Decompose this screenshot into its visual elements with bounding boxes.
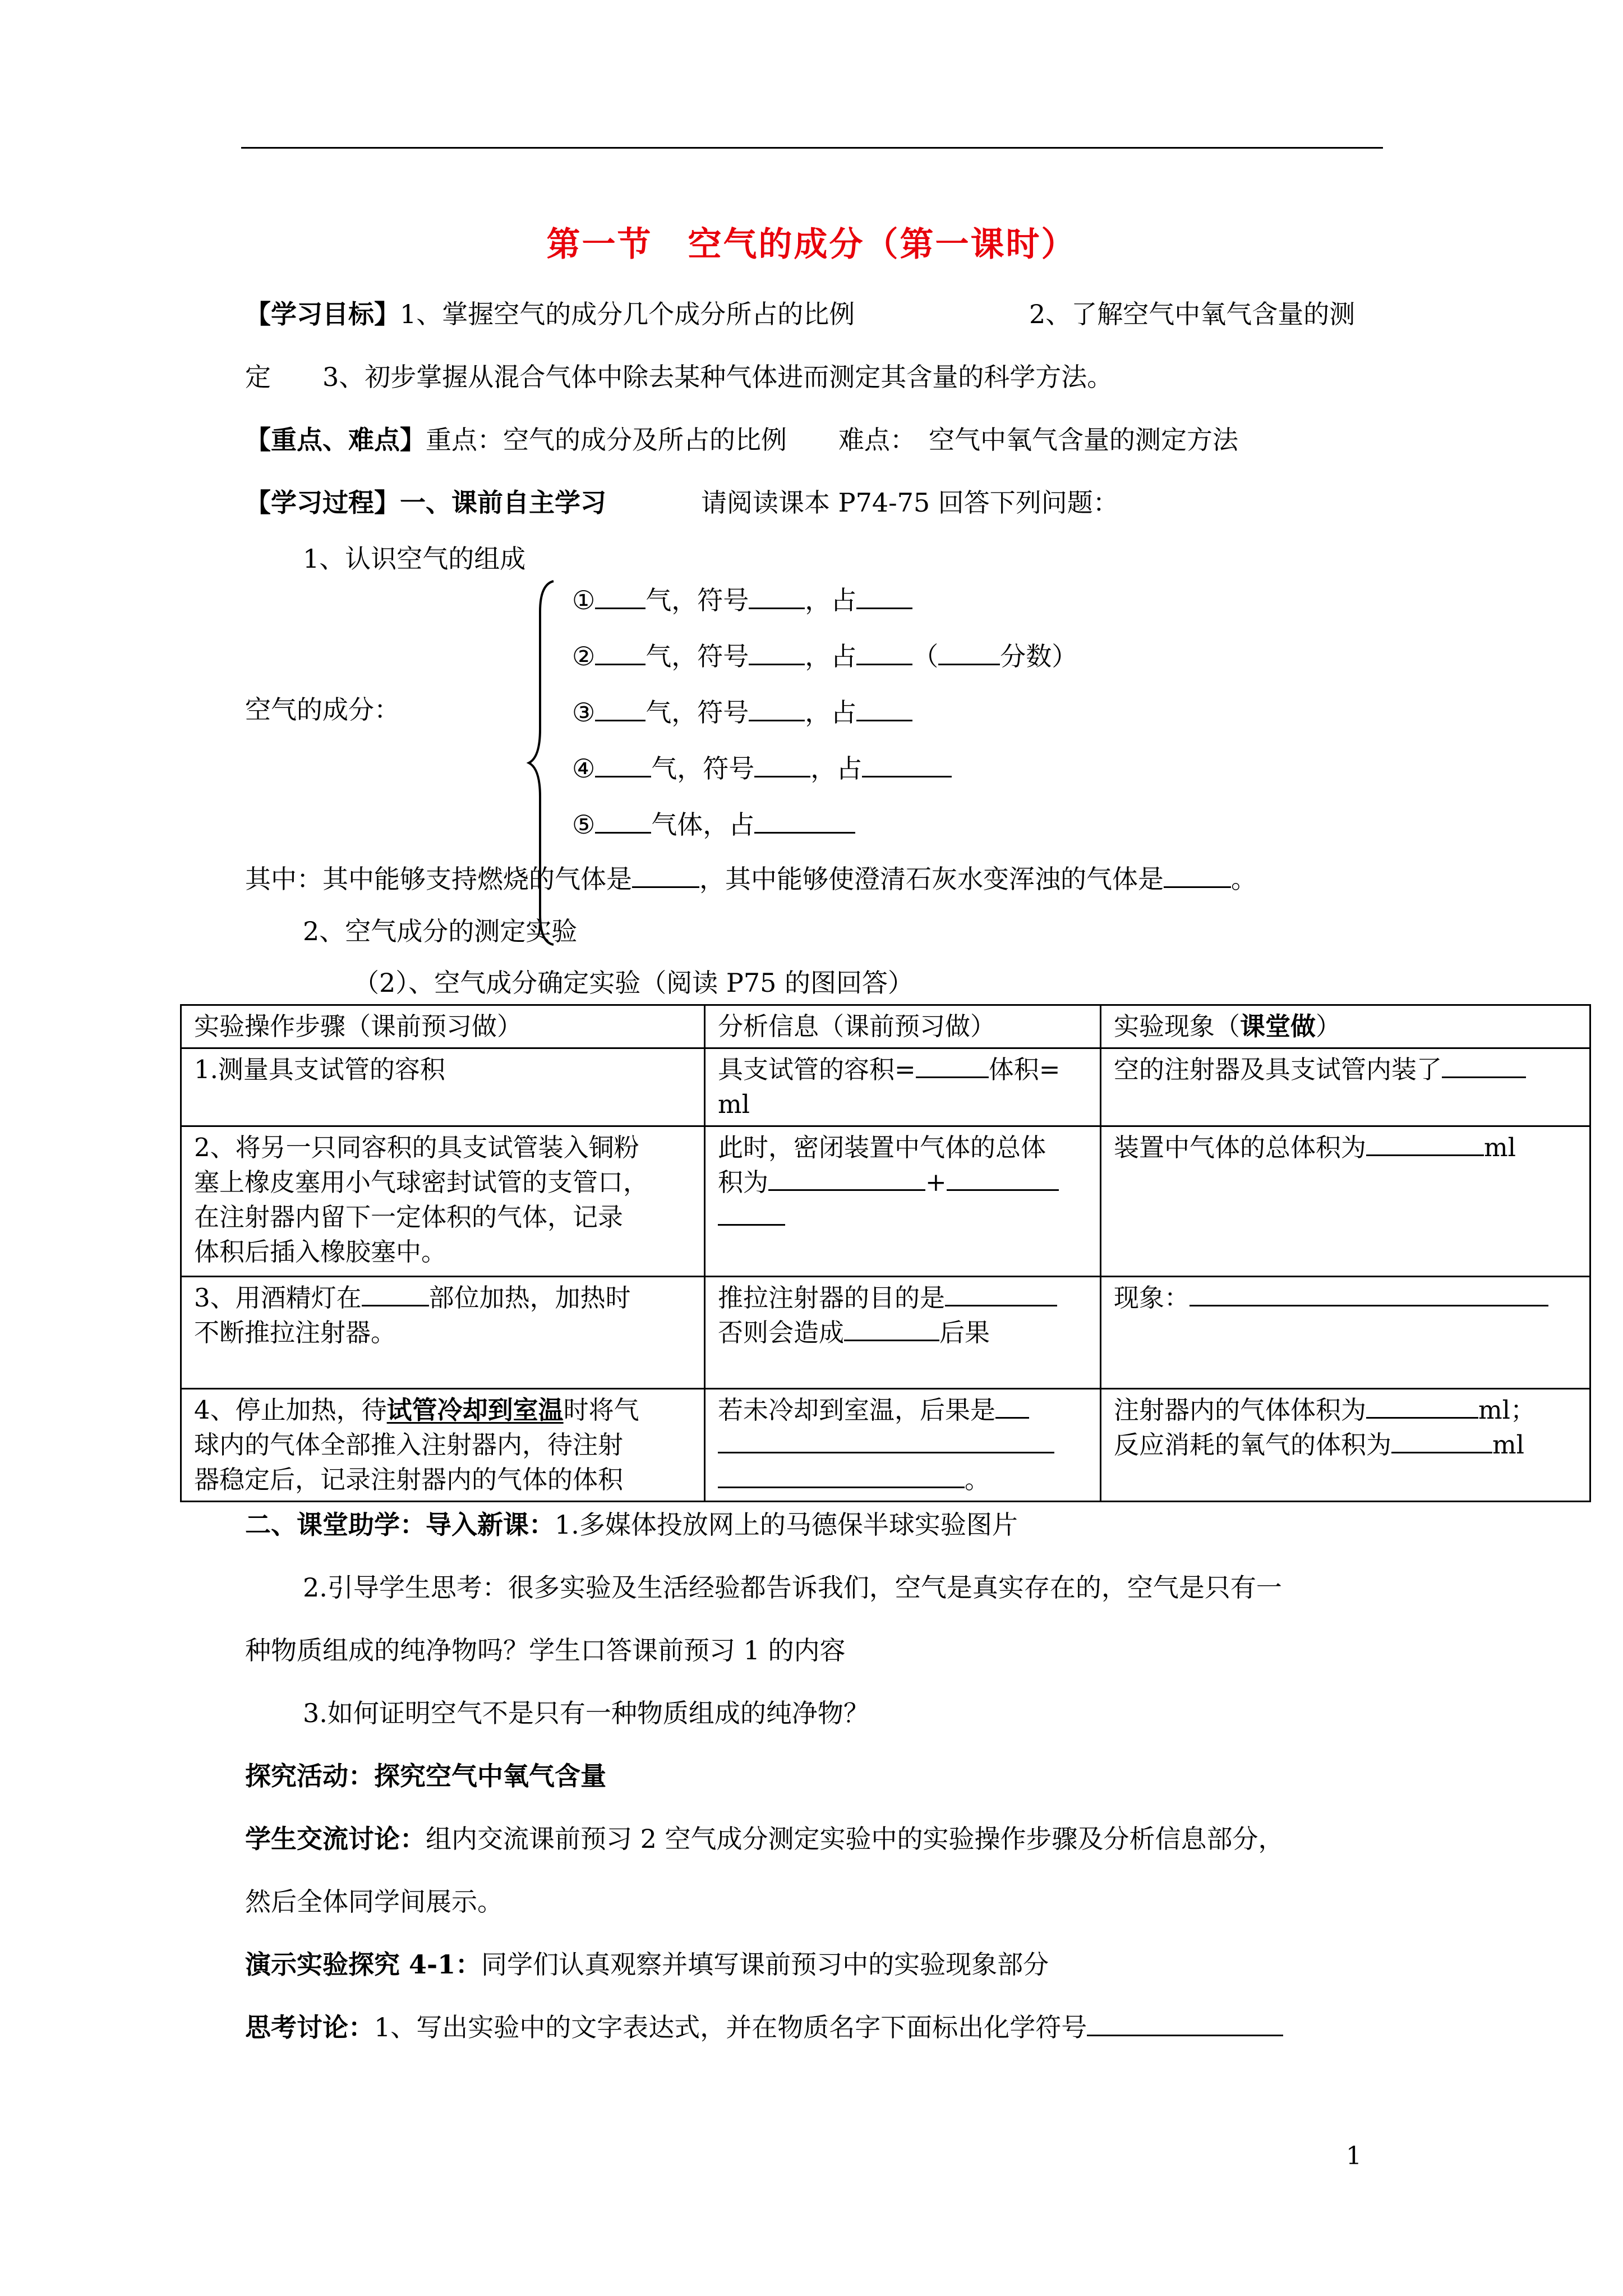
component-2: ② 气，符号 ，占 （ 分数） (572, 641, 1078, 671)
item-1-heading: 1、认识空气的组成 (303, 544, 526, 574)
objective-1: 1、掌握空气的成分几个成分所占的比例 (400, 299, 855, 329)
analysis-cell: 此时，密闭装置中气体的总体 积为 + (705, 1126, 1101, 1277)
step-cell: 2、将另一只同容积的具支试管装入铜粉 塞上橡皮塞用小气球密封试管的支管口， 在注射器内留下一定体积的气体，记录 体积后插入橡胶塞中。 (181, 1126, 705, 1277)
demo-text: 同学们认真观察并填写课前预习中的实验现象部分 (481, 1949, 1049, 1980)
component-5: ⑤ 气体，占 (572, 808, 855, 841)
section-2-text-3: 3.如何证明空气不是只有一种物质组成的纯净物？ (303, 1698, 869, 1728)
experiment-table (180, 1004, 1591, 1502)
section-2-text-1: 1.多媒体投放网上的马德保半球实验图片 (555, 1510, 1018, 1540)
analysis-cell: 具支试管的容积= 体积= ml (705, 1048, 1101, 1126)
demo-label: 演示实验探究 4-1： (245, 1949, 482, 1980)
component-4: ④ 气，符号 ，占 (572, 752, 952, 785)
page-title: 第一节 空气的成分（第一课时） (546, 225, 1077, 264)
section-2-text-2b: 种物质组成的纯净物吗？学生口答课前预习 1 的内容 (245, 1635, 846, 1665)
process-instruction: 请阅读课本 P74-75 回答下列问题： (701, 487, 1119, 518)
table-row (181, 1389, 1590, 1502)
objective-3: 定 3、初步掌握从混合气体中除去某种气体进而测定其含量的科学方法。 (245, 362, 1113, 392)
header-rule (241, 147, 1383, 149)
component-3: ③ 气，符号 ，占 (572, 696, 912, 729)
header-phenomenon: 实验现象（课堂做） (1101, 1005, 1590, 1048)
explore-activity: 探究活动：探究空气中氧气含量 (245, 1761, 606, 1791)
step-cell: 4、停止加热，待试管冷却到室温时将气 球内的气体全部推入注射器内，待注射 器稳定后，记录注射器内的气体的体积 (181, 1389, 705, 1502)
discussion-text-2: 然后全体同学间展示。 (245, 1887, 503, 1917)
step-cell: 3、用酒精灯在 部位加热，加热时 不断推拉注射器。 (181, 1277, 705, 1389)
header-analysis: 分析信息（课前预习做） (705, 1005, 1101, 1048)
phenomenon-cell: 装置中气体的总体积为 ml (1101, 1126, 1590, 1277)
key-points-label: 【重点、难点】 (245, 425, 426, 455)
among-question: 其中：其中能够支持燃烧的气体是 ，其中能够使澄清石灰水变浑浊的气体是 。 (245, 864, 1257, 894)
key-points-text: 重点：空气的成分及所占的比例 难点： 空气中氧气含量的测定方法 (426, 425, 1238, 455)
think-discussion (245, 2010, 1283, 2044)
analysis-cell: 若未冷却到室温，后果是 。 (705, 1389, 1101, 1502)
item-2-subheading: （2）、空气成分确定实验（阅读 P75 的图回答） (353, 968, 914, 998)
think-label: 思考讨论： (245, 2012, 374, 2042)
discussion (245, 1822, 1284, 1856)
phenomenon-cell: 注射器内的气体体积为 ml； 反应消耗的氧气的体积为 ml (1101, 1389, 1590, 1502)
composition-label: 空气的成分： (245, 694, 400, 725)
objective-2: 2、了解空气中氧气含量的测 (1029, 299, 1355, 329)
think-text: 1、写出实验中的文字表达式，并在物质名字下面标出化学符号 (374, 2012, 1087, 2042)
item-2-heading: 2、空气成分的测定实验 (303, 916, 578, 946)
page-number: 1 (1346, 2142, 1362, 2170)
table-row (181, 1048, 1590, 1126)
table-row (181, 1277, 1590, 1389)
discussion-label: 学生交流讨论： (245, 1824, 426, 1854)
section-2 (245, 1508, 1018, 1542)
phenomenon-cell: 空的注射器及具支试管内装了 (1101, 1048, 1590, 1126)
section-2-text-2a: 2.引导学生思考：很多实验及生活经验都告诉我们，空气是真实存在的，空气是只有一 (303, 1572, 1282, 1603)
key-points (245, 423, 1238, 457)
phenomenon-cell: 现象： (1101, 1277, 1590, 1389)
objectives-label: 【学习目标】 (245, 299, 400, 329)
component-1: ① 气，符号 ，占 (572, 583, 912, 617)
section-2-label: 二、课堂助学：导入新课： (245, 1510, 555, 1540)
header-steps: 实验操作步骤（课前预习做） (181, 1005, 705, 1048)
table-header-row (181, 1005, 1590, 1048)
step-cell: 1.测量具支试管的容积 (181, 1048, 705, 1126)
process-label: 【学习过程】一、课前自主学习 (245, 487, 606, 518)
table-row (181, 1126, 1590, 1277)
discussion-text: 组内交流课前预习 2 空气成分测定实验中的实验操作步骤及分析信息部分， (426, 1824, 1284, 1854)
objectives (245, 297, 855, 331)
demo-experiment (245, 1948, 1049, 1981)
analysis-cell: 推拉注射器的目的是 否则会造成 后果 (705, 1277, 1101, 1389)
